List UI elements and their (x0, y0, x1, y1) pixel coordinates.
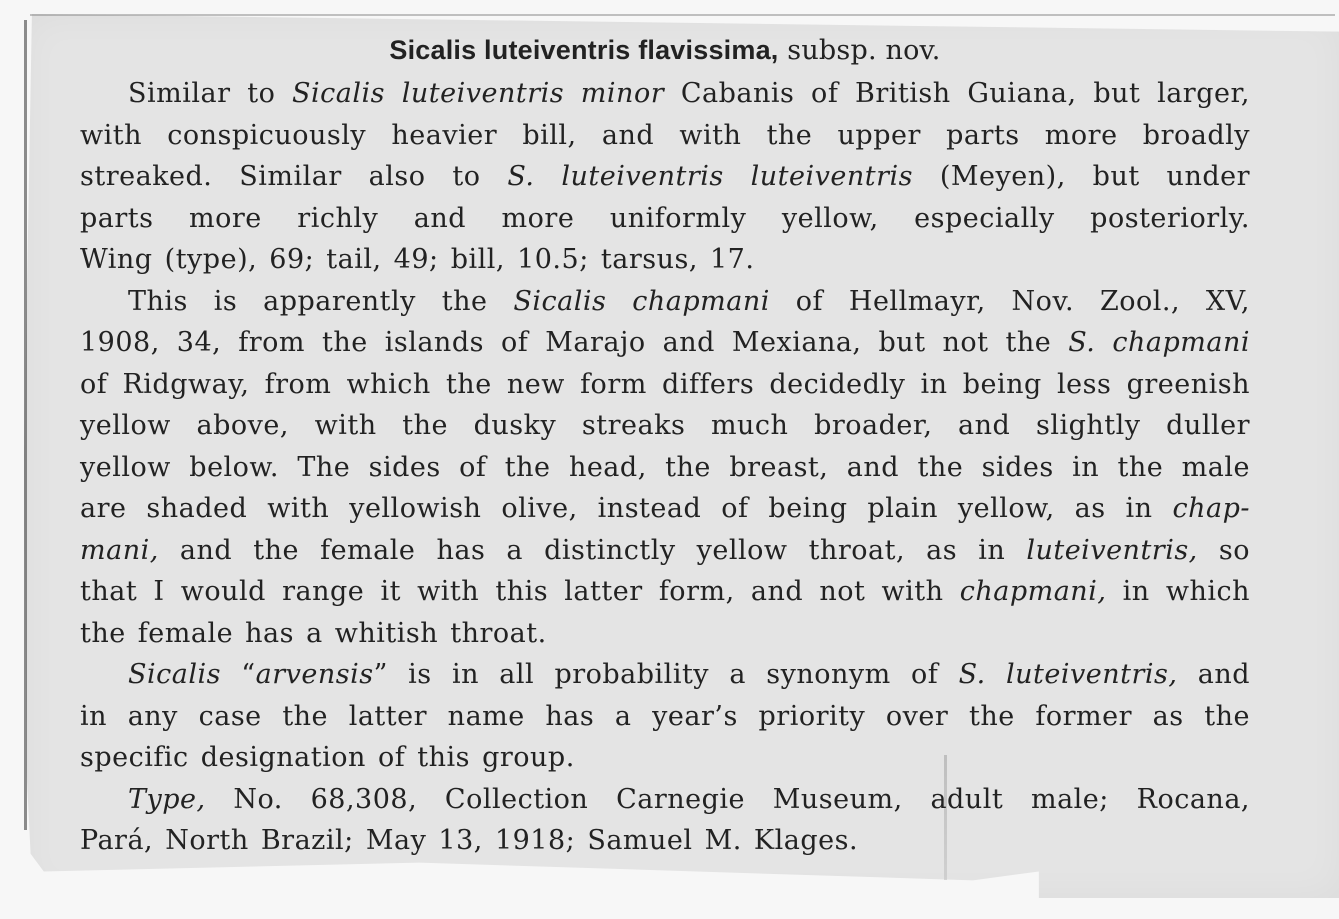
text-line: yellow above, with the dusky streaks much broader, and slightly duller (80, 410, 1250, 441)
text-line: Type, No. 68,308, Collection Carnegie Museum, adult male; Rocana, (128, 783, 1250, 815)
clipping-left-edge (24, 20, 27, 830)
species-status: subsp. nov. (787, 35, 941, 66)
text-line: in any case the latter name has a year’s priority over the former as the (80, 700, 1250, 732)
text-line: mani, and the female has a distinctly yellow throat, as in luteiventris, so (80, 534, 1250, 566)
paragraph-synonym (80, 654, 1250, 779)
text-line: 1908, 34, from the islands of Marajo and Mexiana, but not the S. chapmani (80, 327, 1250, 358)
italic-term: Sicalis chapmani (513, 285, 770, 317)
italic-term: arvensis (255, 659, 374, 690)
text-line: with conspicuously heavier bill, and with the upper parts more broadly (80, 119, 1250, 151)
paragraph-comparison (80, 281, 1250, 655)
italic-term: Sicalis luteiventris minor (292, 78, 665, 109)
italic-term: S. luteiventris luteiventris (507, 161, 913, 192)
text-line: Wing (type), 69; tail, 49; bill, 10.5; tarsus, 17. (80, 244, 755, 275)
text-line: that I would range it with this latter form, and not with chapmani, in which (80, 576, 1250, 607)
text-line: This is apparently the Sicalis chapmani of Hellmayr, Nov. Zool., XV, (128, 285, 1250, 317)
text-line: Similar to Sicalis luteiventris minor Cabanis of British Guiana, but larger, (128, 78, 1250, 109)
text-line: of Ridgway, from which the new form differs decidedly in being less greenish (80, 368, 1250, 400)
text-line: Sicalis “arvensis” is in all probability a synonym of S. luteiventris, and (128, 659, 1251, 690)
text-line: parts more richly and more uniformly yellow, especially posteriorly. (80, 202, 1250, 234)
text-line: streaked. Similar also to S. luteiventris luteiventris (Meyen), but under (80, 161, 1251, 192)
text-line: the female has a whitish throat. (80, 617, 547, 649)
text-line: Pará, North Brazil; May 13, 1918; Samuel M. Klages. (80, 825, 859, 856)
italic-term: luteiventris, (1026, 534, 1198, 566)
article-text (80, 30, 1250, 862)
italic-term: Sicalis (128, 659, 221, 690)
paragraph-type-specimen (80, 779, 1250, 862)
text-line: specific designation of this group. (80, 742, 575, 773)
italic-term: S. luteiventris, (958, 659, 1178, 690)
italic-term: S. chapmani (1068, 327, 1250, 358)
italic-term: chapmani, (959, 576, 1107, 607)
clipping-top-edge (30, 14, 1335, 16)
species-title (80, 30, 1250, 71)
italic-term: chap- (1172, 493, 1250, 524)
text-line: are shaded with yellowish olive, instead of being plain yellow, as in chap- (80, 493, 1250, 524)
text-line: yellow below. The sides of the head, the breast, and the sides in the male (80, 451, 1250, 483)
italic-term: Type, (128, 783, 206, 815)
species-name: Sicalis luteiventris flavissima, (389, 35, 779, 65)
italic-term: mani, (80, 534, 159, 566)
paragraph-description (80, 73, 1250, 281)
